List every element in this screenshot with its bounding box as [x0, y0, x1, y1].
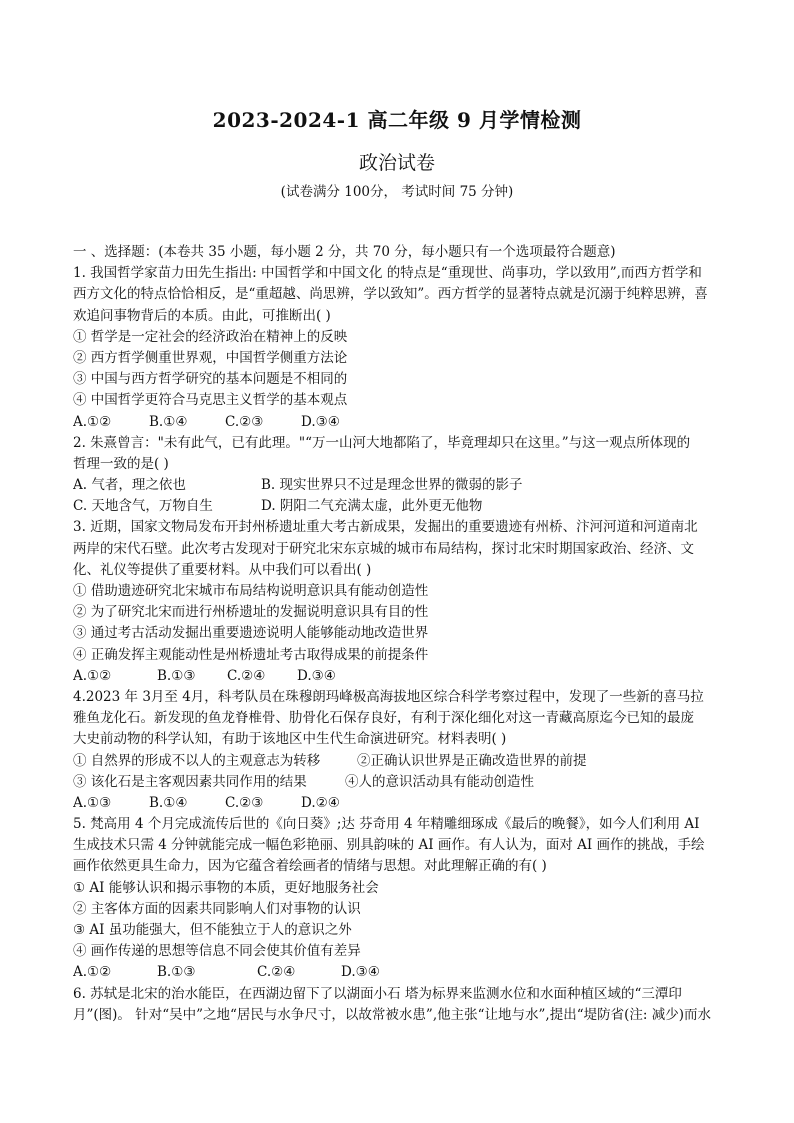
question-stem-line: 4.2023 年 3月至 4月，科考队员在珠穆朗玛峰极高海拔地区综合科学考察过程中，发现了一些新的喜马拉 [73, 688, 704, 705]
question-option: ④ 中国哲学更符合马克思主义哲学的基本观点 [73, 392, 348, 409]
question-stem-line: 哲理一致的是( ) [73, 455, 169, 472]
choice-b: B. 现实世界只不过是理念世界的微弱的影子 [261, 477, 523, 494]
choice-c: C.②③ [225, 794, 264, 811]
question-option: ④人的意识活动具有能动创造性 [345, 773, 534, 790]
choice-a: A.①② [73, 667, 112, 684]
question-option: ② 西方哲学侧重世界观，中国哲学侧重方法论 [73, 349, 348, 366]
answer-choices [73, 666, 723, 687]
question-option: ④ 画作传递的思想等信息不同会使其价值有差异 [73, 943, 361, 960]
exam-subject: 政治试卷 [358, 152, 435, 174]
question-option: ① 借助遗迹研究北宋城市布局结构说明意识具有能动创造性 [73, 583, 429, 599]
question-stem-line: 2. 朱熹曾言："未有此气，已有此理。"“万一山河大地都陷了，毕竟理却只在这里。”与这一观点所体现的 [73, 434, 691, 451]
question-stem-line: 画作依然更具生命力，因为它蕴含着绘画者的情绪与思想。对此理解正确的有( ) [73, 858, 547, 875]
choice-d: D.③④ [301, 413, 340, 430]
choice-a: A. 气者，理之依也 [73, 477, 186, 494]
question-stem-line: 欢追问事物背后的本质。由此，可推断出( ) [73, 307, 331, 324]
choice-d: D.③④ [297, 667, 336, 684]
option-row [73, 751, 723, 772]
question-option: ④ 正确发挥主观能动性是州桥遗址考古取得成果的前提条件 [73, 646, 429, 663]
choice-c: C.②④ [227, 667, 266, 684]
question-1 [73, 263, 723, 433]
question-option: ②正确认识世界是正确改造世界的前提 [357, 752, 587, 769]
question-option: ② 主客体方面的因素共同影响人们对事物的认识 [73, 900, 361, 917]
exam-note: (试卷满分 100分， 考试时间 75 分钟) [280, 184, 514, 200]
exam-title: 2023-2024-1 高二年级 9 月学情检测 [212, 108, 582, 132]
option-row [73, 496, 723, 517]
choice-a: A.①③ [73, 794, 112, 811]
question-option: ① 自然界的形成不以人的主观意志为转移 [73, 752, 321, 769]
choice-b: B.①④ [149, 413, 188, 430]
choice-c: C. 天地含气，万物自生 [73, 498, 213, 515]
question-stem-line: 3. 近期，国家文物局发布开封州桥遗址重大考古新成果，发掘出的重要遗迹有州桥、汴河河道和河道南北 [73, 519, 698, 536]
question-4 [73, 687, 723, 814]
question-2 [73, 433, 723, 518]
question-stem-line: 西方文化的特点恰恰相反，是“重超越、尚思辨，学以致知”。西方哲学的显著特点就是沉溺于纯粹思辨，喜 [73, 286, 708, 303]
question-stem-line: 大史前动物的科学认知，有助于该地区中生代生命演进研究。材料表明( ) [73, 731, 507, 748]
choice-b: B.①④ [149, 794, 188, 811]
option-row [73, 475, 723, 496]
section-heading: 一 、选择题：(本卷共 35 小题，每小题 2 分，共 70 分，每小题只有一个选项最符合题意) [73, 244, 616, 260]
question-stem-line: 1. 我国哲学家苗力田先生指出: 中国哲学和中国文化 的特点是“重现世、尚事功，学以致用”,而西方哲学和 [73, 265, 702, 282]
exam-body [73, 242, 723, 1026]
option-row [73, 772, 723, 793]
question-stem-line: 5. 梵高用 4 个月完成流传后世的《向日葵》;达 芬奇用 4 年精雕细琢成《最后的晚餐》，如今人们利用 AI [73, 816, 700, 833]
choice-b: B.①③ [157, 667, 196, 684]
question-6 [73, 984, 723, 1026]
question-stem-line: 月”(图)。 针对“吴中”之地“居民与水争尺寸，以故常被水患”,他主张“让地与水”,提出“堤防省(注: 减少)而水 [73, 1006, 711, 1023]
choice-c: C.②③ [225, 413, 264, 430]
question-stem-line: 生成技术只需 4 分钟就能完成一幅色彩艳丽、别具韵味的 AI 画作。有人认为，面对 AI 画作的挑战，手绘 [73, 837, 705, 854]
question-option: ③ 通过考古活动发掘出重要遗迹说明人能够能动地改造世界 [73, 625, 429, 642]
choice-a: A.①② [73, 964, 112, 981]
answer-choices [73, 412, 723, 433]
choice-b: B.①③ [157, 964, 196, 981]
question-stem-line: 雅鱼龙化石。新发现的鱼龙脊椎骨、肋骨化石保存良好，有利于深化细化对这一青藏高原迄今已知的最庞 [73, 710, 694, 727]
question-stem-line: 化、礼仪等提供了重要材料。从中我们可以看出( ) [73, 561, 372, 578]
choice-d: D.③④ [341, 964, 380, 981]
choice-d: D.②④ [301, 794, 340, 811]
question-option: ① 哲学是一定社会的经济政治在精神上的反映 [73, 328, 348, 345]
choice-d: D. 阴阳二气充满太虚，此外更无他物 [261, 498, 483, 515]
answer-choices [73, 962, 723, 983]
question-option: ① AI 能够认识和揭示事物的本质，更好地服务社会 [73, 879, 379, 896]
answer-choices [73, 793, 723, 814]
question-option: ③ AI 虽功能强大，但不能独立于人的意识之外 [73, 922, 352, 938]
question-option: ③ 该化石是主客观因素共同作用的结果 [73, 773, 307, 790]
choice-c: C.②④ [257, 964, 296, 981]
question-option: ③ 中国与西方哲学研究的基本问题是不相同的 [73, 371, 348, 388]
question-stem-line: 两岸的宋代石壁。此次考古发现对于研究北宋东京城的城市布局结构，探讨北宋时期国家政治、经济、文 [73, 540, 694, 557]
question-option: ② 为了研究北宋而进行州桥遗址的发掘说明意识具有目的性 [73, 604, 429, 621]
question-5 [73, 814, 723, 984]
question-3 [73, 517, 723, 687]
choice-a: A.①② [73, 413, 112, 430]
question-stem-line: 6. 苏轼是北宋的治水能臣，在西湖边留下了以湖面小石 塔为标界来监测水位和水面种植区域的“三潭印 [73, 985, 682, 1002]
